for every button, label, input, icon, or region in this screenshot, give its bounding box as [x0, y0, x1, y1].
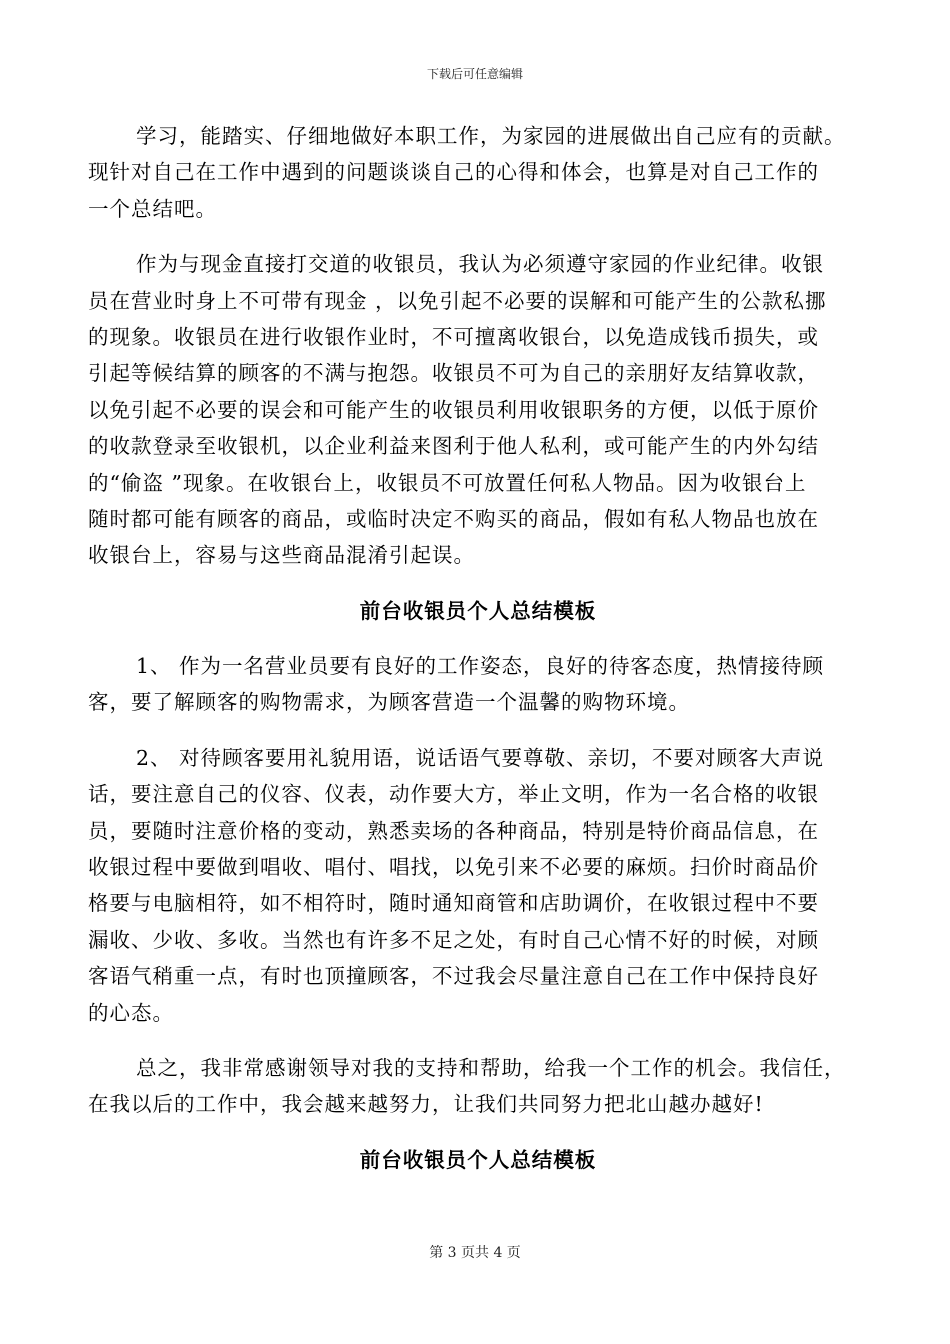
paragraph-cashier-discipline [88, 246, 868, 574]
text-line: 收银过程中要做到唱收、唱付、唱找，以免引来不必要的麻烦。扫价时商品价 [88, 854, 819, 879]
text-line: 的“偷盗 ”现象。在收银台上，收银员不可放置任何私人物品。因为收银台上 [88, 470, 807, 495]
text-line: 员在营业时身上不可带有现金 ，以免引起不必要的误解和可能产生的公款私挪 [88, 288, 827, 313]
paragraph-conclusion [88, 1050, 868, 1123]
text-line: 1、 作为一名营业员要有良好的工作姿态，良好的待客态度，热情接待顾 [136, 653, 825, 678]
text-line: 以免引起不必要的误会和可能产生的收银员利用收银职务的方便，以低于原价 [88, 397, 819, 422]
text-line: 的心态。 [88, 1000, 174, 1025]
text-line: 一个总结吧。 [88, 196, 217, 221]
page-header: 下载后可任意编辑 [426, 67, 523, 81]
page-footer: 第 3 页共 4 页 [429, 1245, 521, 1261]
text-line: 作为与现金直接打交道的收银员，我认为必须遵守家园的作业纪律。收银 [136, 252, 824, 277]
section-heading: 前台收银员个人总结模板 [359, 598, 597, 623]
section-heading: 前台收银员个人总结模板 [359, 1147, 597, 1172]
text-line: 随时都可能有顾客的商品，或临时决定不购买的商品，假如有私人物品也放在 [88, 507, 819, 532]
text-line: 在我以后的工作中，我会越来越努力，让我们共同努力把北山越办越好! [88, 1092, 764, 1117]
text-line: 的收款登录至收银机，以企业利益来图利于他人私利，或可能产生的内外勾结 [88, 434, 819, 459]
paragraph-item-2 [88, 740, 868, 1031]
text-line: 收银台上，容易与这些商品混淆引起误。 [88, 543, 475, 568]
text-line: 2、 对待顾客要用礼貌用语，说话语气要尊敬、亲切，不要对顾客大声说 [136, 745, 825, 770]
text-line: 员，要随时注意价格的变动，熟悉卖场的各种商品，特别是特价商品信息，在 [88, 818, 819, 843]
text-line: 话，要注意自己的仪容、仪表，动作要大方，举止文明，作为一名合格的收银 [88, 782, 819, 807]
document-body [88, 118, 868, 1197]
text-line: 总之，我非常感谢领导对我的支持和帮助，给我一个工作的机会。我信任， [136, 1055, 846, 1080]
text-line: 漏收、少收、多收。当然也有许多不足之处，有时自己心情不好的时候，对顾 [88, 927, 819, 952]
paragraph-study [88, 118, 868, 227]
text-line: 学习，能踏实、仔细地做好本职工作，为家园的进展做出自己应有的贡献。 [136, 124, 846, 148]
text-line: 格要与电脑相符，如不相符时，随时通知商管和店助调价，在收银过程中不要 [88, 891, 819, 916]
text-line: 客，要了解顾客的购物需求，为顾客营造一个温馨的购物环境。 [88, 690, 690, 715]
text-line: 的现象。收银员在进行收银作业时，不可擅离收银台，以免造成钱币损失，或 [88, 325, 819, 350]
text-line: 引起等候结算的顾客的不满与抱怨。收银员不可为自己的亲朋好友结算收款， [88, 361, 819, 386]
text-line: 客语气稍重一点，有时也顶撞顾客，不过我会尽量注意自己在工作中保持良好 [88, 964, 819, 989]
text-line: 现针对自己在工作中遇到的问题谈谈自己的心得和体会，也算是对自己工作的 [88, 160, 819, 185]
paragraph-item-1 [88, 648, 868, 721]
